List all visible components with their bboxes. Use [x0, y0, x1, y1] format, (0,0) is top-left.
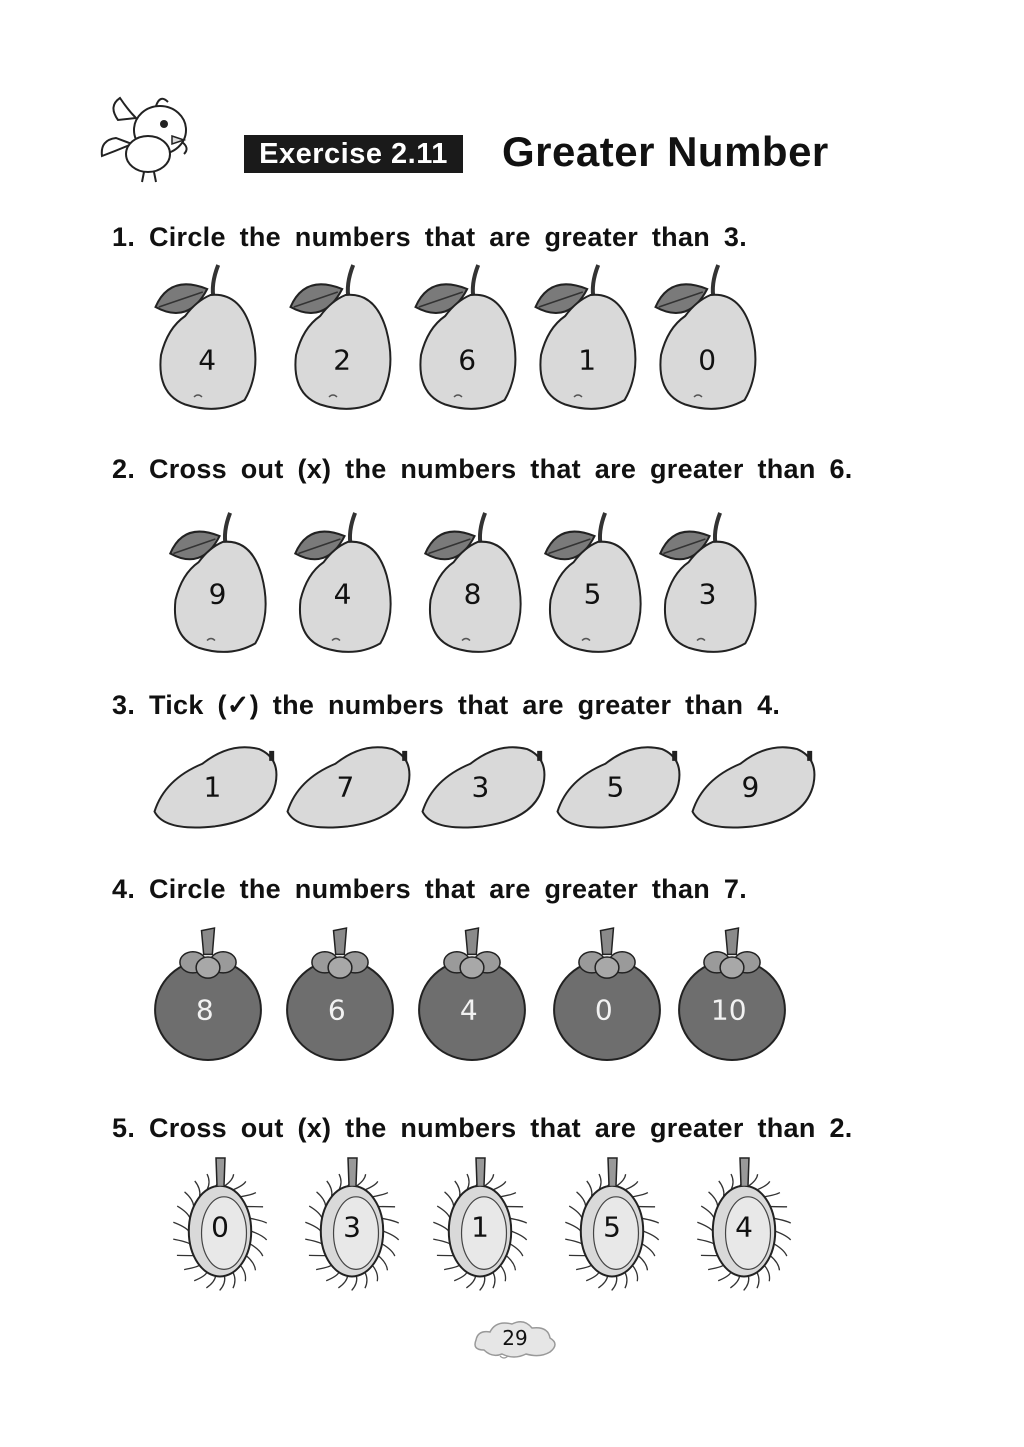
fruit-number: 6 — [458, 343, 477, 376]
guava-row-2 — [0, 510, 1024, 655]
guava-item[interactable] — [290, 510, 395, 655]
question-3 — [112, 690, 780, 721]
mangosteen-item[interactable] — [678, 928, 786, 1060]
guava-item[interactable] — [285, 262, 395, 412]
guava-item[interactable] — [150, 262, 260, 412]
guava-item[interactable] — [650, 262, 760, 412]
mangosteen-item[interactable] — [286, 928, 394, 1060]
question-number: 1. — [112, 222, 136, 252]
rambutan-row — [0, 1158, 1024, 1284]
mango-item[interactable] — [152, 738, 278, 830]
mangosteen-item[interactable] — [418, 928, 526, 1060]
fruit-number: 5 — [606, 770, 625, 804]
fruit-number: 0 — [594, 993, 613, 1027]
fruit-number: 4 — [459, 993, 478, 1027]
question-4 — [112, 874, 747, 905]
rambutan-item[interactable] — [560, 1158, 664, 1284]
fruit-number: 2 — [333, 343, 352, 376]
question-2 — [112, 454, 853, 485]
guava-row-1 — [0, 262, 1024, 412]
fruit-number: 8 — [195, 993, 214, 1027]
mangosteen-item[interactable] — [553, 928, 661, 1060]
mango-item[interactable] — [420, 738, 546, 830]
fruit-number: 3 — [343, 1210, 361, 1244]
question-number: 2. — [112, 454, 136, 484]
fruit-number: 10 — [710, 993, 747, 1027]
question-text: Circle the numbers that are greater than 3. — [148, 222, 748, 252]
guava-icon — [150, 262, 260, 412]
question-number: 4. — [112, 874, 136, 904]
mango-item[interactable] — [285, 738, 411, 830]
fruit-number: 4 — [333, 577, 352, 611]
question-text: Tick (✓) the numbers that are greater than 4. — [148, 690, 781, 720]
fruit-number: 5 — [583, 577, 602, 611]
question-text: Cross out (x) the numbers that are greater than 6. — [148, 454, 853, 484]
fruit-number: 8 — [463, 577, 482, 611]
guava-item[interactable] — [410, 262, 520, 412]
rambutan-item[interactable] — [428, 1158, 532, 1284]
mangosteen-row — [0, 928, 1024, 1060]
fruit-number: 4 — [198, 343, 217, 376]
guava-icon — [285, 262, 395, 412]
fruit-number: 5 — [603, 1210, 621, 1244]
bird-mascot-icon — [98, 88, 198, 188]
page-number-cloud — [470, 1318, 560, 1362]
fruit-number: 0 — [698, 343, 717, 376]
guava-icon — [650, 262, 760, 412]
guava-item[interactable] — [165, 510, 270, 655]
page-number: 29 — [502, 1326, 528, 1350]
fruit-number: 1 — [203, 770, 222, 804]
mango-item[interactable] — [690, 738, 816, 830]
fruit-number: 9 — [208, 577, 227, 611]
question-text: Cross out (x) the numbers that are greater than 2. — [148, 1113, 853, 1143]
fruit-number: 6 — [327, 993, 346, 1027]
mango-item[interactable] — [555, 738, 681, 830]
question-number: 3. — [112, 690, 136, 720]
mangosteen-item[interactable] — [154, 928, 262, 1060]
guava-icon — [530, 262, 640, 412]
rambutan-item[interactable] — [168, 1158, 272, 1284]
fruit-number: 0 — [211, 1210, 229, 1244]
fruit-number: 7 — [336, 770, 355, 804]
guava-item[interactable] — [540, 510, 645, 655]
fruit-number: 1 — [578, 343, 597, 376]
guava-icon — [410, 262, 520, 412]
question-text: Circle the numbers that are greater than 7. — [148, 874, 748, 904]
rambutan-item[interactable] — [300, 1158, 404, 1284]
page-title: Greater Number — [502, 128, 829, 175]
fruit-number: 4 — [735, 1210, 753, 1244]
guava-item[interactable] — [420, 510, 525, 655]
fruit-number: 3 — [471, 770, 490, 804]
guava-item[interactable] — [530, 262, 640, 412]
fruit-number: 3 — [698, 577, 717, 611]
guava-item[interactable] — [655, 510, 760, 655]
question-number: 5. — [112, 1113, 136, 1143]
exercise-badge: Exercise 2.11 — [244, 135, 463, 173]
fruit-number: 1 — [471, 1210, 489, 1244]
fruit-number: 9 — [741, 770, 760, 804]
question-5 — [112, 1113, 853, 1144]
question-1 — [112, 222, 747, 253]
mango-row — [0, 738, 1024, 830]
rambutan-item[interactable] — [692, 1158, 796, 1284]
